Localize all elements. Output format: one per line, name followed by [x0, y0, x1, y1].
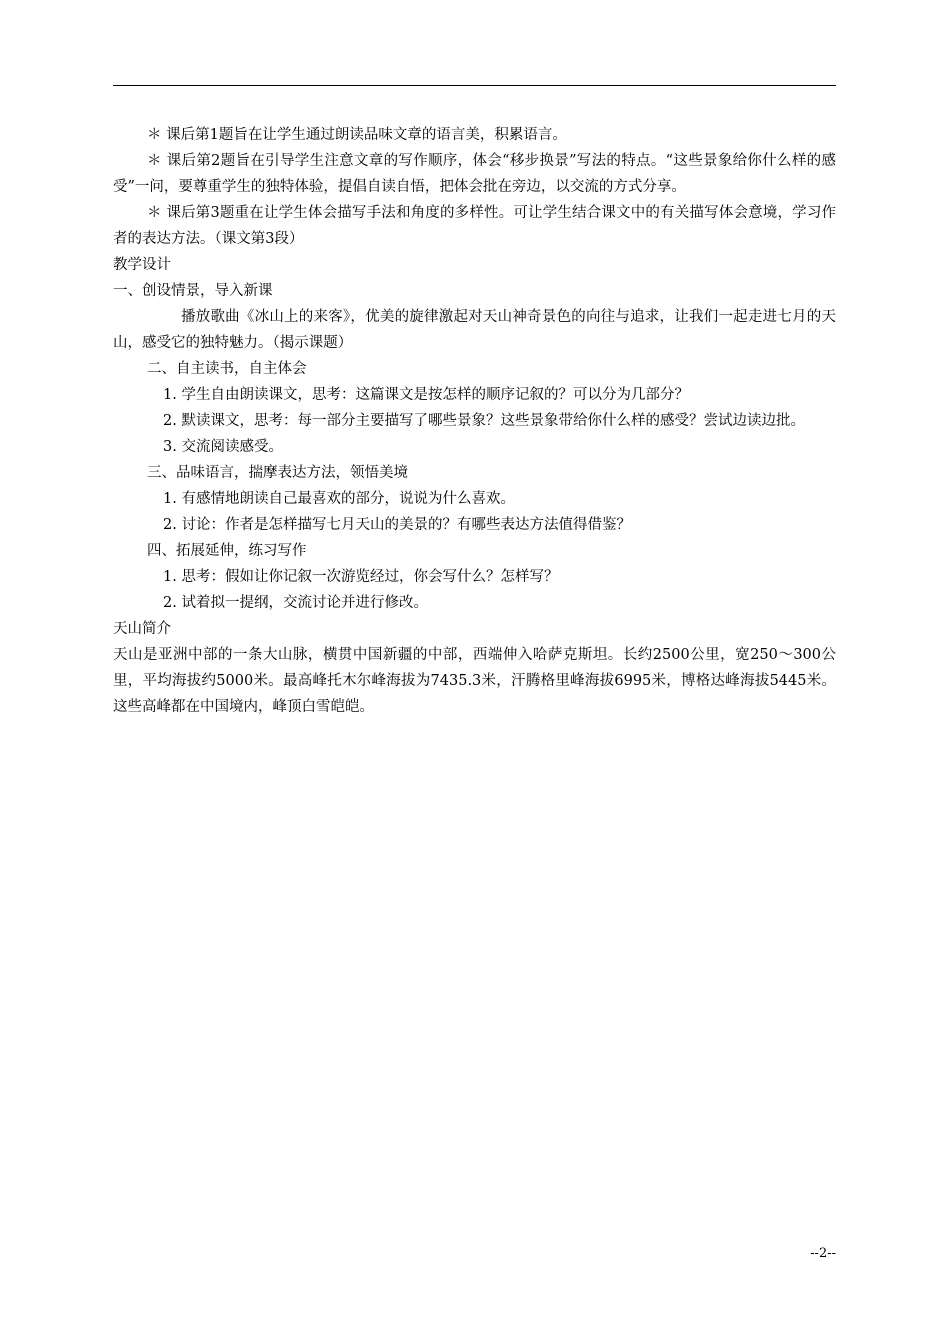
list-item: 1. 有感情地朗读自己最喜欢的部分，说说为什么喜欢。: [163, 491, 515, 507]
intro-body: 天山是亚洲中部的一条大山脉，横贯中国新疆的中部，西端伸入哈萨克斯坦。长约2500公里，宽250～300公里，平均海拔约5000米。最高峰托木尔峰海拔为7435.3米，汗腾格里峰海拔6995米，博格达峰海拔5445米。这些高峰都在中国境内，峰顶白雪皑皑。: [113, 647, 836, 715]
list-item: 3. 交流阅读感受。: [163, 439, 283, 455]
list-item: 1. 思考：假如让你记叙一次游览经过，你会写什么？怎样写？: [163, 569, 559, 585]
note-paragraph: ＊ 课后第2题旨在引导学生注意文章的写作顺序，体会“移步换景”写法的特点。“这些景象给你什么样的感受”一问，要尊重学生的独特体验，提倡自读自悟，把体会批在旁边，以交流的方式分享。: [113, 153, 836, 195]
note-paragraph: ＊ 课后第1题旨在让学生通过朗读品味文章的语言美，积累语言。: [147, 127, 567, 143]
document-body: [113, 122, 836, 720]
section-title-4: 四、拓展延伸，练习写作: [147, 543, 307, 559]
list-item: 1. 学生自由朗读课文，思考：这篇课文是按怎样的顺序记叙的？可以分为几部分？: [163, 387, 689, 403]
list-item: 2. 试着拟一提纲，交流讨论并进行修改。: [163, 595, 428, 611]
list-item: 2. 默读课文，思考：每一部分主要描写了哪些景象？这些景象带给你什么样的感受？尝试边读边批。: [163, 413, 805, 429]
list-item: 2. 讨论：作者是怎样描写七月天山的美景的？有哪些表达方法值得借鉴？: [163, 517, 631, 533]
section-title-1: 一、创设情景，导入新课: [113, 283, 273, 299]
section-body-1: 播放歌曲《冰山上的来客》，优美的旋律激起对天山神奇景色的向往与追求，让我们一起走进七月的天山，感受它的独特魅力。（揭示课题）: [113, 309, 836, 351]
page-number: --2--: [810, 1246, 836, 1261]
section-heading-design: 教学设计: [113, 257, 171, 273]
note-paragraph: ＊ 课后第3题重在让学生体会描写手法和角度的多样性。可让学生结合课文中的有关描写体会意境，学习作者的表达方法。（课文第3段）: [113, 205, 836, 247]
section-heading-intro: 天山简介: [113, 621, 171, 637]
section-title-2: 二、自主读书，自主体会: [147, 361, 307, 377]
section-title-3: 三、品味语言，揣摩表达方法，领悟美境: [147, 465, 408, 481]
header-rule: [113, 85, 836, 86]
